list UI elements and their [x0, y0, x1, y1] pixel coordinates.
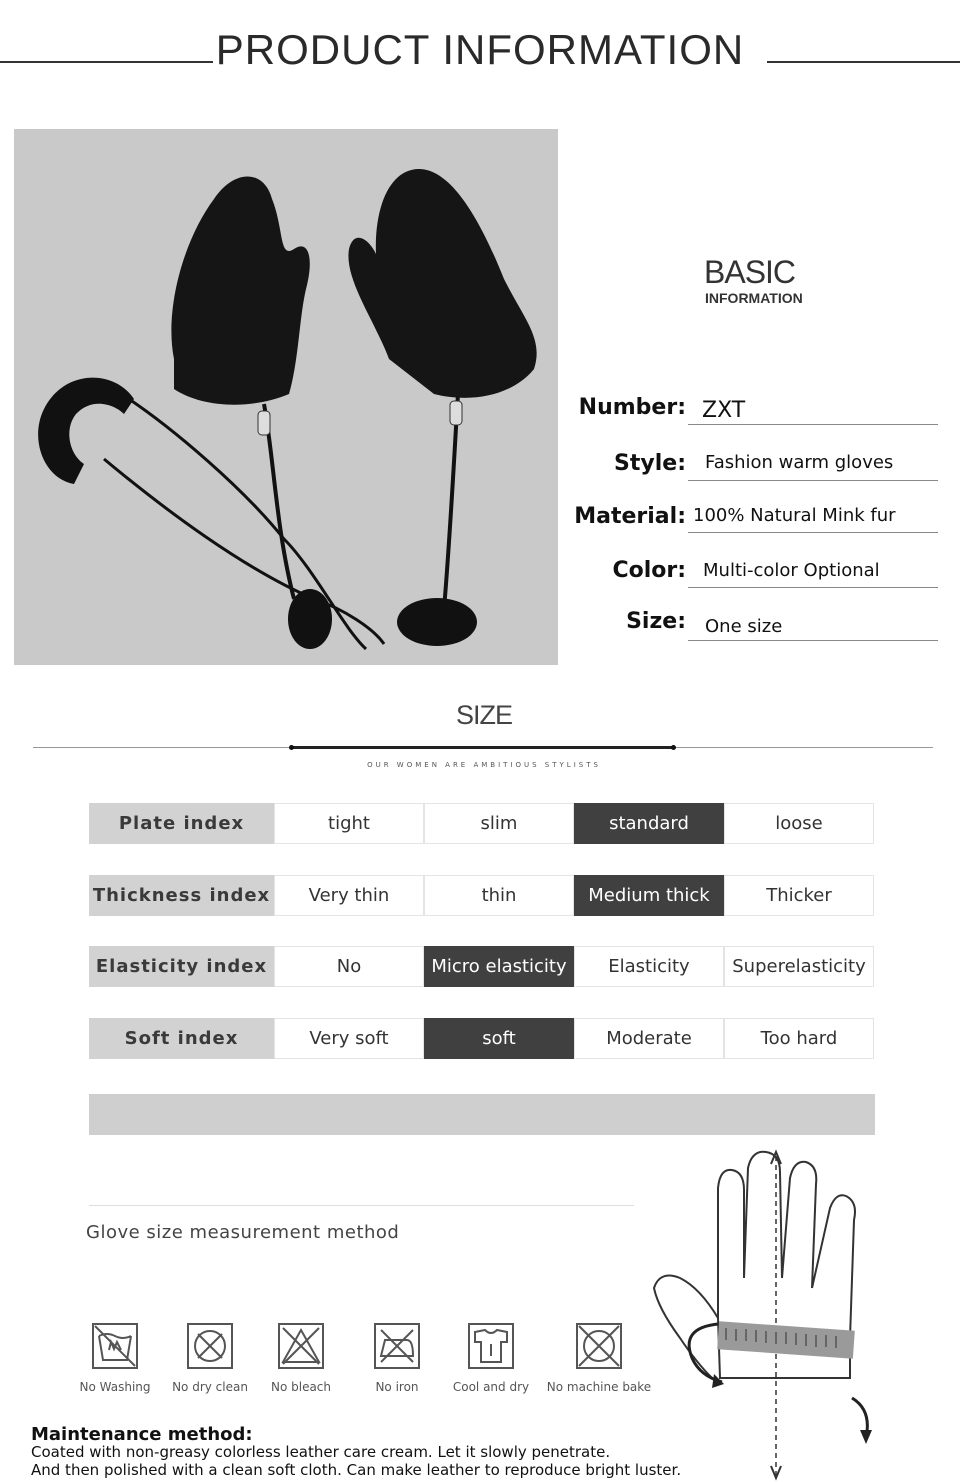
- elasticity-index-row: [89, 946, 874, 987]
- no-bleach-icon: [277, 1322, 325, 1370]
- no-washing-icon: [91, 1322, 139, 1370]
- measurement-title: Glove size measurement method: [86, 1222, 400, 1243]
- number-underline: [688, 424, 938, 425]
- elasticity-option-super: Superelasticity: [724, 946, 874, 987]
- maintenance-line-1: Coated with non-greasy colorless leather care cream. Let it slowly penetrate.: [31, 1443, 611, 1461]
- size-divider-accent: [291, 746, 674, 749]
- color-label: Color:: [612, 558, 686, 583]
- number-value: ZXT: [702, 398, 746, 423]
- no-dry-clean-icon: [186, 1322, 234, 1370]
- size-title: SIZE: [455, 700, 512, 730]
- soft-option-moderate: Moderate: [574, 1018, 724, 1059]
- color-value: Multi-color Optional: [703, 560, 880, 581]
- care-no-bleach: [262, 1322, 340, 1394]
- care-label: Cool and dry: [452, 1380, 530, 1394]
- material-label: Material:: [574, 504, 686, 529]
- plate-option-standard: standard: [574, 803, 724, 844]
- header-line-right: [767, 61, 960, 63]
- hand-measurement-diagram: [640, 1148, 880, 1483]
- maintenance-line-2: And then polished with a clean soft cloth. Can make leather to reproduce bright luster.: [31, 1461, 682, 1479]
- thickness-index-row: [89, 875, 874, 916]
- elasticity-index-label: Elasticity index: [89, 946, 274, 987]
- material-value: 100% Natural Mink fur: [693, 505, 896, 526]
- elasticity-option-elasticity: Elasticity: [574, 946, 724, 987]
- thickness-option-very-thin: Very thin: [274, 875, 424, 916]
- plate-option-tight: tight: [274, 803, 424, 844]
- plate-index-row: [89, 803, 874, 844]
- measurement-divider: [89, 1205, 634, 1206]
- care-label: No machine bake: [546, 1380, 652, 1394]
- elasticity-option-no: No: [274, 946, 424, 987]
- plate-index-label: Plate index: [89, 803, 274, 844]
- basic-title: BASIC: [704, 254, 796, 290]
- size-divider-dot-left: [289, 745, 294, 750]
- elasticity-option-micro: Micro elasticity: [424, 946, 574, 987]
- care-label: No bleach: [270, 1380, 332, 1394]
- cool-and-dry-icon: [467, 1322, 515, 1370]
- thickness-option-medium-thick: Medium thick: [574, 875, 724, 916]
- page-title: PRODUCT INFORMATION: [215, 26, 745, 73]
- thickness-option-thin: thin: [424, 875, 574, 916]
- material-underline: [688, 532, 938, 533]
- soft-option-too-hard: Too hard: [724, 1018, 874, 1059]
- color-underline: [688, 587, 938, 588]
- soft-index-row: [89, 1018, 874, 1059]
- care-label: No Washing: [79, 1380, 151, 1394]
- thickness-index-label: Thickness index: [89, 875, 274, 916]
- care-no-iron: [358, 1322, 436, 1394]
- basic-subtitle: INFORMATION: [705, 290, 803, 306]
- size-value: One size: [705, 616, 783, 637]
- product-photo: [14, 129, 558, 665]
- no-iron-icon: [373, 1322, 421, 1370]
- thickness-option-thicker: Thicker: [724, 875, 874, 916]
- plate-option-slim: slim: [424, 803, 574, 844]
- soft-option-soft: soft: [424, 1018, 574, 1059]
- no-machine-bake-icon: [575, 1322, 623, 1370]
- care-no-machine-bake: [546, 1322, 652, 1394]
- soft-index-label: Soft index: [89, 1018, 274, 1059]
- size-underline: [688, 640, 938, 641]
- soft-option-very-soft: Very soft: [274, 1018, 424, 1059]
- grey-separator-bar: [89, 1094, 875, 1135]
- number-label: Number:: [578, 395, 686, 420]
- size-label: Size:: [626, 609, 686, 634]
- care-label: No dry clean: [172, 1380, 248, 1394]
- care-no-washing: [72, 1322, 158, 1394]
- size-divider-dot-right: [671, 745, 676, 750]
- care-no-dry-clean: [166, 1322, 254, 1394]
- mittens-illustration: [14, 129, 558, 665]
- maintenance-title: Maintenance method:: [31, 1424, 253, 1445]
- care-cool-and-dry: [450, 1322, 532, 1394]
- care-label: No iron: [375, 1380, 419, 1394]
- style-value: Fashion warm gloves: [705, 452, 894, 473]
- style-label: Style:: [614, 451, 686, 476]
- plate-option-loose: loose: [724, 803, 874, 844]
- style-underline: [688, 480, 938, 481]
- size-tagline: OUR WOMEN ARE AMBITIOUS STYLISTS: [367, 761, 601, 769]
